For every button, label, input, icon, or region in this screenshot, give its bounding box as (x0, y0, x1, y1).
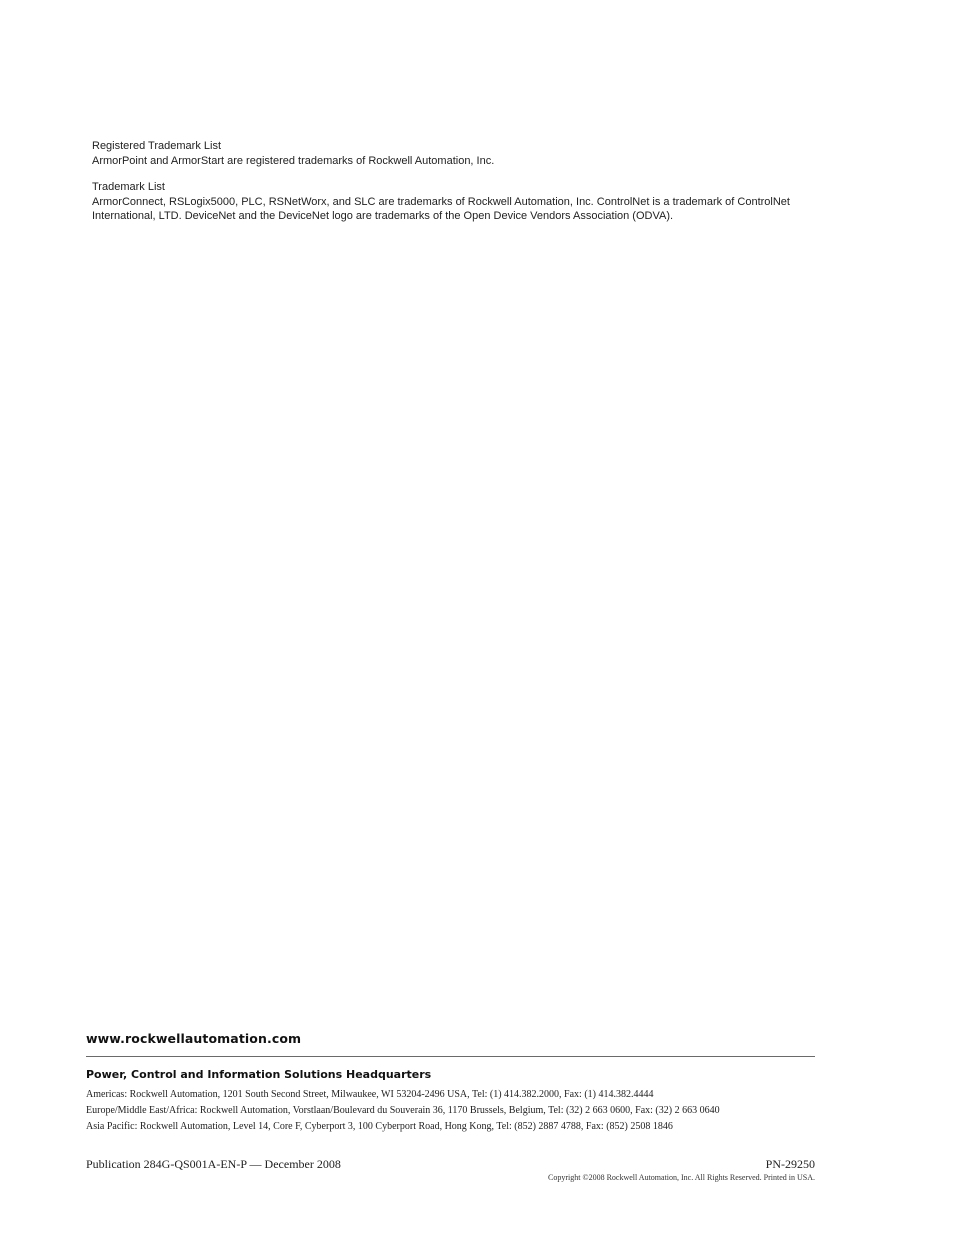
address-americas: Americas: Rockwell Automation, 1201 South Second Street, Milwaukee, WI 53204-2496 USA, Tel: (1) 414.382.2000, Fax: (1) 414.382.4444 (86, 1089, 654, 1100)
website-url: www.rockwellautomation.com (86, 1031, 302, 1046)
trademark-block (92, 180, 852, 224)
copyright-notice: Copyright ©2008 Rockwell Automation, Inc. All Rights Reserved. Printed in USA. (548, 1173, 815, 1182)
footer-divider (86, 1056, 815, 1057)
trademark-heading: Trademark List (92, 181, 165, 194)
headquarters-title: Power, Control and Information Solutions Headquarters (86, 1068, 432, 1081)
registered-trademark-heading: Registered Trademark List (92, 140, 221, 152)
trademark-text: ArmorConnect, RSLogix5000, PLC, RSNetWorx, and SLC are trademarks of Rockwell Automation, Inc. ControlNet is a trademark of ControlNet International, LTD. DeviceNet and the DeviceNet logo are trademarks of the Open Device Vendors Association (ODVA). (92, 195, 790, 223)
registered-trademark-text: ArmorPoint and ArmorStart are registered trademarks of Rockwell Automation, Inc. (92, 154, 495, 167)
publication-number: Publication 284G-QS001A-EN-P — December 2008 (86, 1157, 341, 1171)
part-number: PN-29250 (765, 1157, 815, 1171)
registered-trademark-block (92, 139, 852, 168)
address-emea: Europe/Middle East/Africa: Rockwell Automation, Vorstlaan/Boulevard du Souverain 36, 1170 Brussels, Belgium, Tel: (32) 2 663 0600, Fax: (32) 2 663 0640 (86, 1105, 720, 1116)
headquarters-addresses (86, 1087, 815, 1135)
publication-row (86, 1156, 815, 1172)
trademark-section (92, 139, 852, 224)
back-cover-footer (86, 1030, 815, 1135)
address-asia-pacific: Asia Pacific: Rockwell Automation, Level 14, Core F, Cyberport 3, 100 Cyberport Road, Hong Kong, Tel: (852) 2887 4788, Fax: (852) 2508 1846 (86, 1121, 673, 1132)
